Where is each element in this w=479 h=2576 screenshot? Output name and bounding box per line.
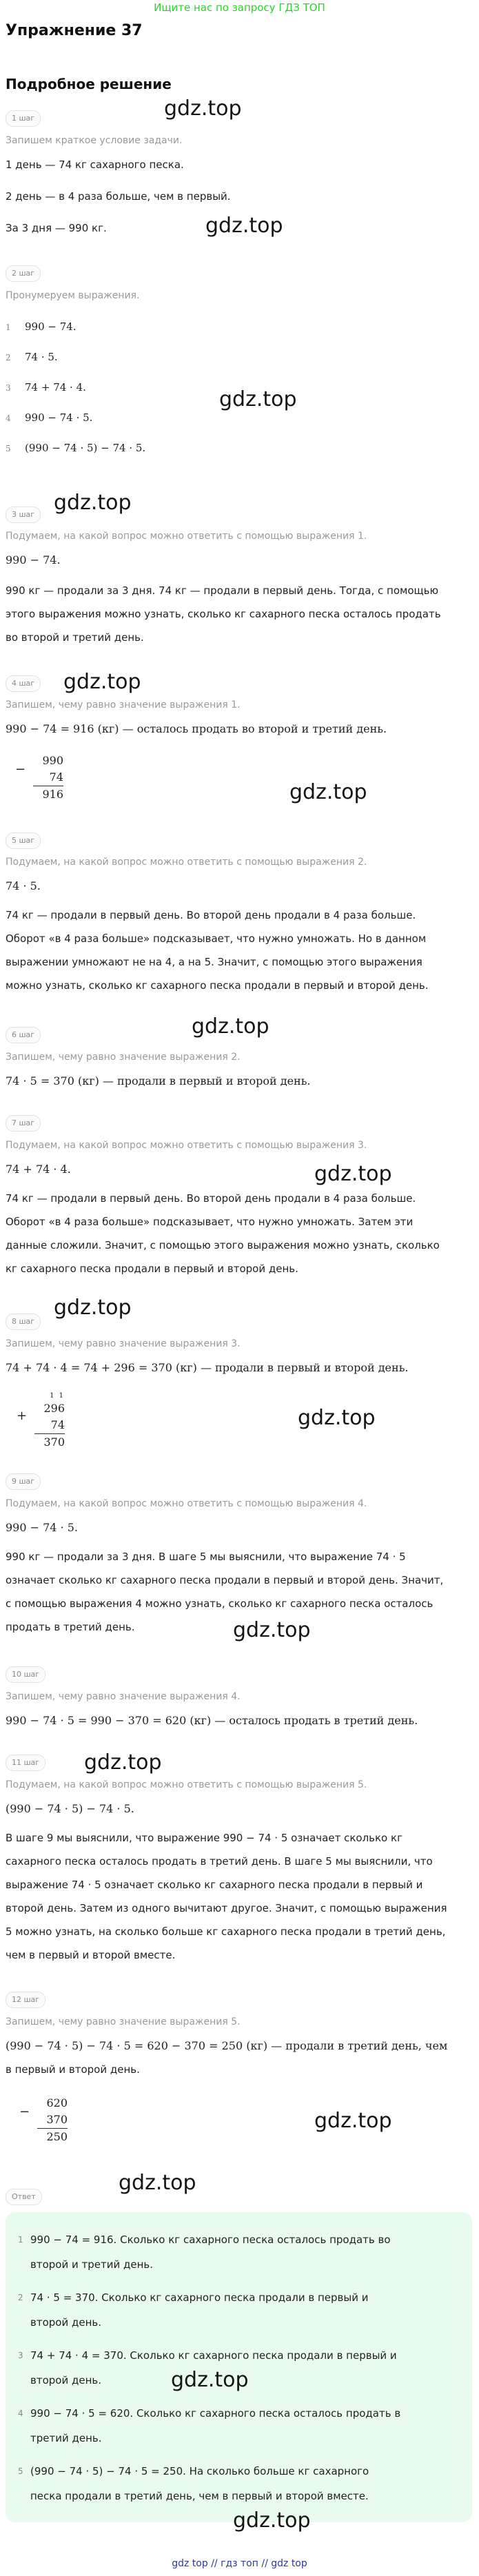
answer-item: 4 990 − 74 · 5 = 620. Сколько кг сахарного песка осталось продать в третий день. bbox=[18, 2407, 401, 2444]
condition-line: 1 день — 74 кг сахарного песка. bbox=[6, 159, 184, 171]
expression-item: 4 990 − 74 · 5. bbox=[6, 411, 93, 424]
watermark: gdz.top bbox=[289, 780, 367, 804]
step-badge: 5 шаг bbox=[6, 832, 41, 849]
step-caption: Запишем, чему равно значение выражения 3. bbox=[6, 1338, 241, 1349]
step-badge: 7 шаг bbox=[6, 1115, 41, 1132]
explanation-line: означает сколько кг сахарного песка продали в первый и второй день. Значит, bbox=[6, 1574, 444, 1586]
step-badge: 1 шаг bbox=[6, 110, 41, 127]
answer-badge: Ответ bbox=[6, 2189, 42, 2205]
expression: (990 − 74 · 5) − 74 · 5. bbox=[6, 1802, 134, 1815]
step-caption: Подумаем, на какой вопрос можно ответить с помощью выражения 5. bbox=[6, 1779, 367, 1790]
watermark: gdz.top bbox=[219, 387, 297, 411]
expression: 74 · 5. bbox=[6, 879, 41, 892]
watermark: gdz.top bbox=[233, 1618, 311, 1642]
explanation-line: чем в первый и второй вместе. bbox=[6, 1949, 176, 1961]
expression: 990 − 74. bbox=[6, 553, 61, 566]
explanation-line: во второй и третий день. bbox=[6, 631, 144, 644]
explanation-line: продать в третий день. bbox=[6, 1621, 135, 1633]
explanation-line: 74 кг — продали в первый день. Во второй день продали в 4 раза больше. bbox=[6, 1192, 416, 1205]
step-badge: 11 шаг bbox=[6, 1755, 45, 1771]
watermark: gdz.top bbox=[298, 1406, 376, 1430]
step-caption: Подумаем, на какой вопрос можно ответить с помощью выражения 3. bbox=[6, 1140, 367, 1151]
answer-item: 5 (990 − 74 · 5) − 74 · 5 = 250. На сколько больше кг сахарного песка продали в третий день, чем в первый и второй вместе. bbox=[18, 2465, 369, 2502]
footer-separator: // bbox=[211, 2558, 218, 2569]
column-subtraction: − 620 370 250 bbox=[19, 2096, 68, 2143]
footer-link[interactable]: gdz top bbox=[271, 2558, 307, 2569]
watermark: gdz.top bbox=[63, 670, 141, 694]
step-caption: Подумаем, на какой вопрос можно ответить с помощью выражения 2. bbox=[6, 857, 367, 868]
footer-link[interactable]: гдз топ bbox=[221, 2558, 258, 2569]
explanation-line: выражение 74 · 5 означает сколько кг сахарного песка продали в первый и bbox=[6, 1879, 423, 1891]
explanation-line: выражении умножают не на 4, а на 5. Значит, с помощью этого выражения bbox=[6, 956, 422, 968]
step-badge: 3 шаг bbox=[6, 507, 41, 523]
explanation-line: 5 можно узнать, на сколько больше кг сахарного песка продали в третий день, bbox=[6, 1925, 446, 1938]
watermark: gdz.top bbox=[314, 2109, 392, 2133]
expression-item: 5 (990 − 74 · 5) − 74 · 5. bbox=[6, 442, 146, 454]
step-badge: 6 шаг bbox=[6, 1027, 41, 1043]
explanation-line: 990 кг — продали за 3 дня. В шаге 5 мы выяснили, что выражение 74 · 5 bbox=[6, 1551, 406, 1563]
step-badge: 8 шаг bbox=[6, 1313, 41, 1330]
step-badge: 2 шаг bbox=[6, 265, 41, 282]
watermark: gdz.top bbox=[314, 1162, 392, 1186]
explanation-line: Оборот «в 4 раза больше» подсказывает, что нужно умножать. Затем эти bbox=[6, 1216, 414, 1228]
answer-box bbox=[6, 2212, 472, 2522]
explanation-line: второй день. Затем из одного вычитают другое. Значит, с помощью выражения bbox=[6, 1902, 447, 1914]
explanation-line: с помощью выражения 4 можно узнать, сколько кг сахарного песка осталось bbox=[6, 1597, 434, 1610]
step-caption: Подумаем, на какой вопрос можно ответить с помощью выражения 1. bbox=[6, 531, 367, 542]
expression: 74 + 74 · 4 = 74 + 296 = 370 (кг) — продали в первый и второй день. bbox=[6, 1361, 409, 1374]
step-caption: Запишем краткое условие задачи. bbox=[6, 135, 183, 146]
watermark: gdz.top bbox=[164, 96, 242, 121]
footer-links bbox=[0, 2558, 479, 2569]
step-caption: Запишем, чему равно значение выражения 1. bbox=[6, 699, 241, 711]
explanation-line: в первый и второй день. bbox=[6, 2063, 140, 2076]
step-caption: Пронумеруем выражения. bbox=[6, 290, 140, 301]
watermark: gdz.top bbox=[192, 1014, 269, 1039]
section-title: Подробное решение bbox=[6, 76, 172, 92]
explanation-line: данные сложили. Значит, с помощью этого выражения можно узнать, сколько bbox=[6, 1239, 440, 1251]
watermark: gdz.top bbox=[84, 1750, 162, 1775]
explanation-line: 74 кг — продали в первый день. Во второй день продали в 4 раза больше. bbox=[6, 909, 416, 921]
step-badge: 10 шаг bbox=[6, 1666, 45, 1683]
search-banner[interactable]: Ищите нас по запросу ГДЗ ТОП bbox=[154, 1, 325, 14]
page-title: Упражнение 37 bbox=[6, 22, 143, 39]
explanation-line: Оборот «в 4 раза больше» подсказывает, что нужно умножать. Но в данном bbox=[6, 932, 427, 945]
watermark: gdz.top bbox=[54, 1296, 132, 1320]
expression: 990 − 74 · 5 = 990 − 370 = 620 (кг) — осталось продать в третий день. bbox=[6, 1714, 418, 1727]
explanation-line: 990 кг — продали за 3 дня. 74 кг — продали в первый день. Тогда, с помощью bbox=[6, 584, 439, 597]
answer-item: 1 990 − 74 = 916. Сколько кг сахарного песка осталось продать во второй и третий день. bbox=[18, 2233, 391, 2271]
condition-line: За 3 дня — 990 кг. bbox=[6, 222, 107, 234]
step-caption: Запишем, чему равно значение выражения 4. bbox=[6, 1691, 241, 1702]
step-badge: 12 шаг bbox=[6, 1992, 45, 2008]
explanation-line: сахарного песка осталось продать в третий день. В шаге 5 мы выяснили, что bbox=[6, 1855, 433, 1868]
watermark: gdz.top bbox=[233, 2508, 311, 2533]
answer-item: 3 74 + 74 · 4 = 370. Сколько кг сахарного песка продали в первый и второй день. bbox=[18, 2349, 397, 2386]
explanation-line: В шаге 9 мы выяснили, что выражение 990 − 74 · 5 означает сколько кг bbox=[6, 1832, 402, 1844]
footer-separator: // bbox=[261, 2558, 268, 2569]
expression: 990 − 74 · 5. bbox=[6, 1521, 78, 1534]
expression: 74 · 5 = 370 (кг) — продали в первый и второй день. bbox=[6, 1074, 311, 1087]
expression: 74 + 74 · 4. bbox=[6, 1163, 71, 1176]
column-addition: + 1 1 296 74 370 bbox=[17, 1392, 65, 1449]
expression-item: 2 74 · 5. bbox=[6, 351, 58, 363]
condition-line: 2 день — в 4 раза больше, чем в первый. bbox=[6, 190, 231, 203]
explanation-line: этого выражения можно узнать, сколько кг сахарного песка осталось продать bbox=[6, 608, 441, 620]
expression-item: 3 74 + 74 · 4. bbox=[6, 381, 86, 393]
watermark: gdz.top bbox=[54, 491, 132, 515]
expression: 990 − 74 = 916 (кг) — осталось продать во второй и третий день. bbox=[6, 722, 387, 735]
watermark: gdz.top bbox=[205, 214, 283, 238]
watermark: gdz.top bbox=[119, 2171, 196, 2195]
expression-item: 1 990 − 74. bbox=[6, 320, 77, 333]
column-subtraction: − 990 74 916 bbox=[15, 754, 63, 801]
step-caption: Запишем, чему равно значение выражения 5. bbox=[6, 2016, 241, 2027]
explanation-line: кг сахарного песка продали в первый и второй день. bbox=[6, 1263, 298, 1275]
explanation-line: можно узнать, сколько кг сахарного песка продали в первый и второй день. bbox=[6, 979, 429, 992]
answer-item: 2 74 · 5 = 370. Сколько кг сахарного песка продали в первый и второй день. bbox=[18, 2291, 369, 2329]
watermark: gdz.top bbox=[171, 2368, 249, 2392]
step-badge: 9 шаг bbox=[6, 1473, 41, 1490]
step-badge: 4 шаг bbox=[6, 675, 41, 692]
step-caption: Запишем, чему равно значение выражения 2. bbox=[6, 1052, 241, 1063]
step-caption: Подумаем, на какой вопрос можно ответить с помощью выражения 4. bbox=[6, 1498, 367, 1509]
expression: (990 − 74 · 5) − 74 · 5 = 620 − 370 = 250 (кг) — продали в третий день, чем bbox=[6, 2039, 448, 2052]
footer-link[interactable]: gdz top bbox=[172, 2558, 208, 2569]
